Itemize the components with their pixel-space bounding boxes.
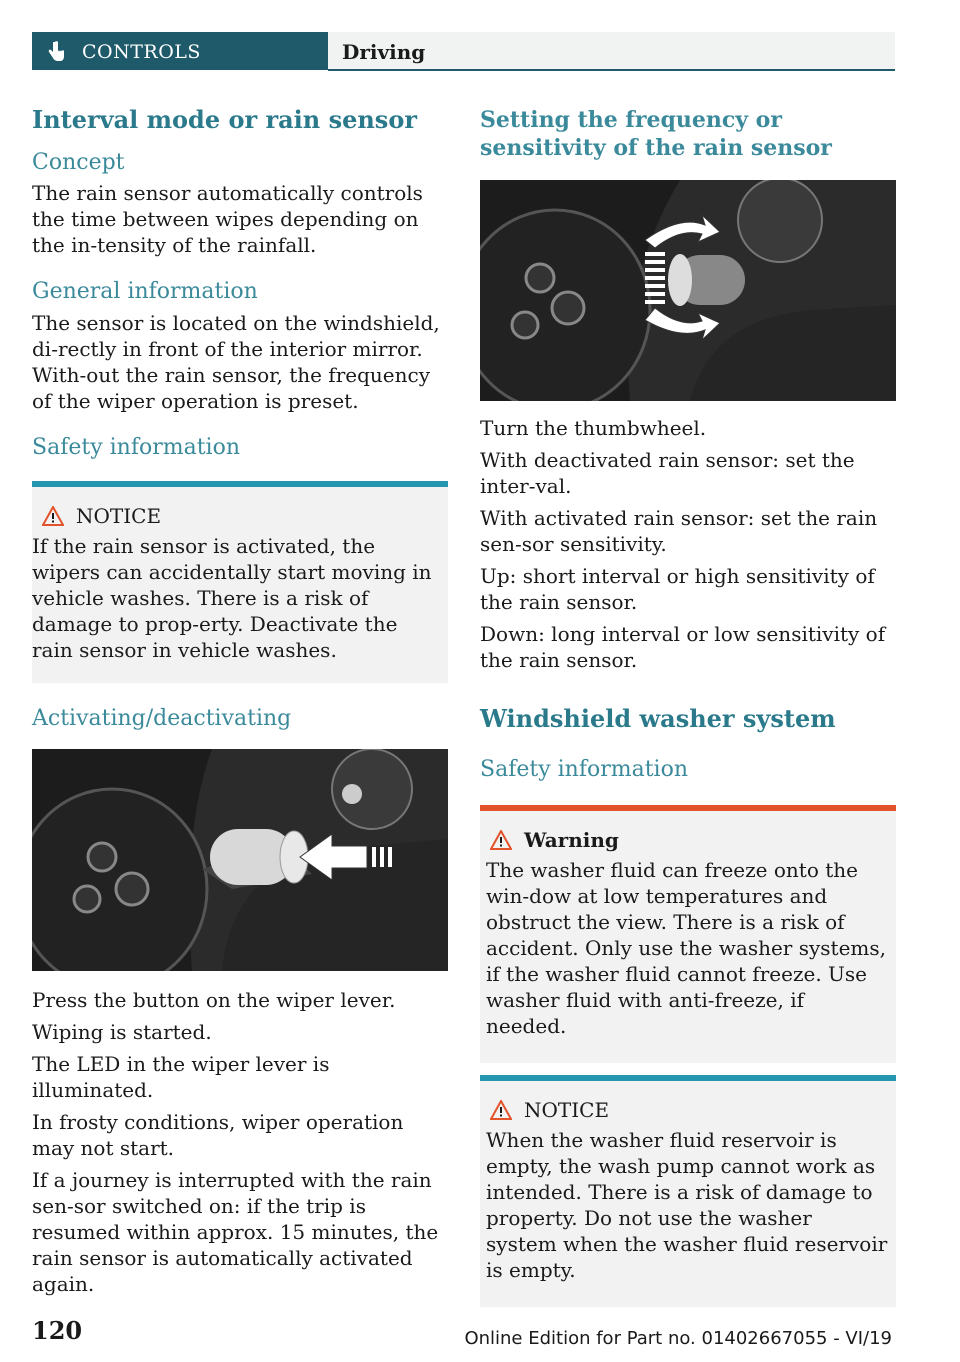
- warning-bar: [480, 805, 896, 811]
- warning-triangle-icon: [42, 506, 64, 526]
- notice-label: NOTICE: [76, 504, 162, 529]
- hand-pointer-icon: [44, 40, 66, 62]
- general-text: The sensor is located on the windshield, di-rectly in front of the interior mirror. With-out the rain sensor, the frequency of the wiper operation is preset.: [32, 310, 440, 413]
- notice-box: [32, 487, 448, 683]
- safety-heading: Safety information: [32, 434, 240, 460]
- chapter-tab: [328, 32, 895, 70]
- activate-paragraph: Wiping is started.: [32, 1019, 212, 1044]
- washer-notice-text: When the washer fluid reservoir is empty, the wash pump cannot work as intended. There is a risk of damage to property. Do not use the washer system when the washer fluid reservoir is empty.: [486, 1128, 888, 1283]
- chapter-label: Driving: [342, 40, 426, 64]
- notice-title: [38, 503, 440, 529]
- setting-paragraph: With deactivated rain sensor: set the inter-val.: [480, 448, 855, 498]
- warning-box: [480, 811, 896, 1063]
- header-rule: [328, 69, 895, 71]
- setting-paragraph: With activated rain sensor: set the rain sen-sor sensitivity.: [480, 506, 878, 556]
- page-number: 120: [32, 1316, 83, 1345]
- washer-notice-box: [480, 1081, 896, 1307]
- activate-paragraph: If a journey is interrupted with the rain sen-sor switched on: if the trip is resumed within approx. 15 minutes, the rain sensor is automatically activated again.: [32, 1167, 439, 1296]
- rain-sensor-title: Interval mode or rain sensor: [32, 105, 417, 134]
- setting-paragraphs: [480, 415, 896, 673]
- setting-heading: Setting the frequency or sensitivity of the rain sensor: [480, 107, 832, 161]
- section-tab: [32, 32, 328, 70]
- notice-text: If the rain sensor is activated, the wipers can accidentally start moving in vehicle washes. There is a risk of damage to prop-erty. Deactivate the rain sensor in vehicle washes.: [32, 534, 432, 663]
- footer-edition: Online Edition for Part no. 01402667055 - VI/19: [464, 1328, 892, 1349]
- activate-paragraph: In frosty conditions, wiper operation may not start.: [32, 1109, 404, 1160]
- concept-heading: Concept: [32, 149, 125, 175]
- section-label: CONTROLS: [82, 41, 201, 63]
- washer-notice-bar: [480, 1075, 896, 1081]
- activate-paragraphs: [32, 987, 448, 1297]
- washer-notice-title: [486, 1097, 888, 1123]
- right-column: [480, 106, 896, 1307]
- wiper-button-photo: [32, 749, 448, 971]
- general-heading: General information: [32, 279, 258, 305]
- activate-paragraph: The LED in the wiper lever is illuminated.: [32, 1051, 330, 1102]
- warning-label: Warning: [524, 828, 619, 853]
- left-column: [32, 106, 448, 1303]
- activate-paragraph: Press the button on the wiper lever.: [32, 987, 396, 1012]
- concept-text: The rain sensor automatically controls the time between wipes depending on the in-tensity of the rainfall.: [32, 181, 423, 258]
- warning-triangle-icon: [490, 1100, 512, 1120]
- washer-notice-label: NOTICE: [524, 1098, 610, 1123]
- notice-bar: [32, 481, 448, 487]
- page-header: [32, 32, 895, 70]
- thumbwheel-photo: [480, 180, 896, 401]
- activate-heading: Activating/deactivating: [32, 706, 292, 732]
- warning-text: The washer fluid can freeze onto the win-dow at low temperatures and obstruct the view. There is a risk of accident. Only use the washer systems, if the washer fluid cannot freeze. Use washer fluid with anti-freeze, if needed.: [486, 858, 886, 1039]
- setting-paragraph: Turn the thumbwheel.: [480, 416, 707, 440]
- setting-paragraph: Up: short interval or high sensitivity of the rain sensor.: [480, 564, 875, 614]
- washer-safety-heading: Safety information: [480, 756, 688, 782]
- washer-title: Windshield washer system: [480, 704, 836, 733]
- setting-paragraph: Down: long interval or low sensitivity of the rain sensor.: [480, 622, 886, 672]
- warning-title: [486, 827, 888, 853]
- warning-triangle-icon: [490, 830, 512, 850]
